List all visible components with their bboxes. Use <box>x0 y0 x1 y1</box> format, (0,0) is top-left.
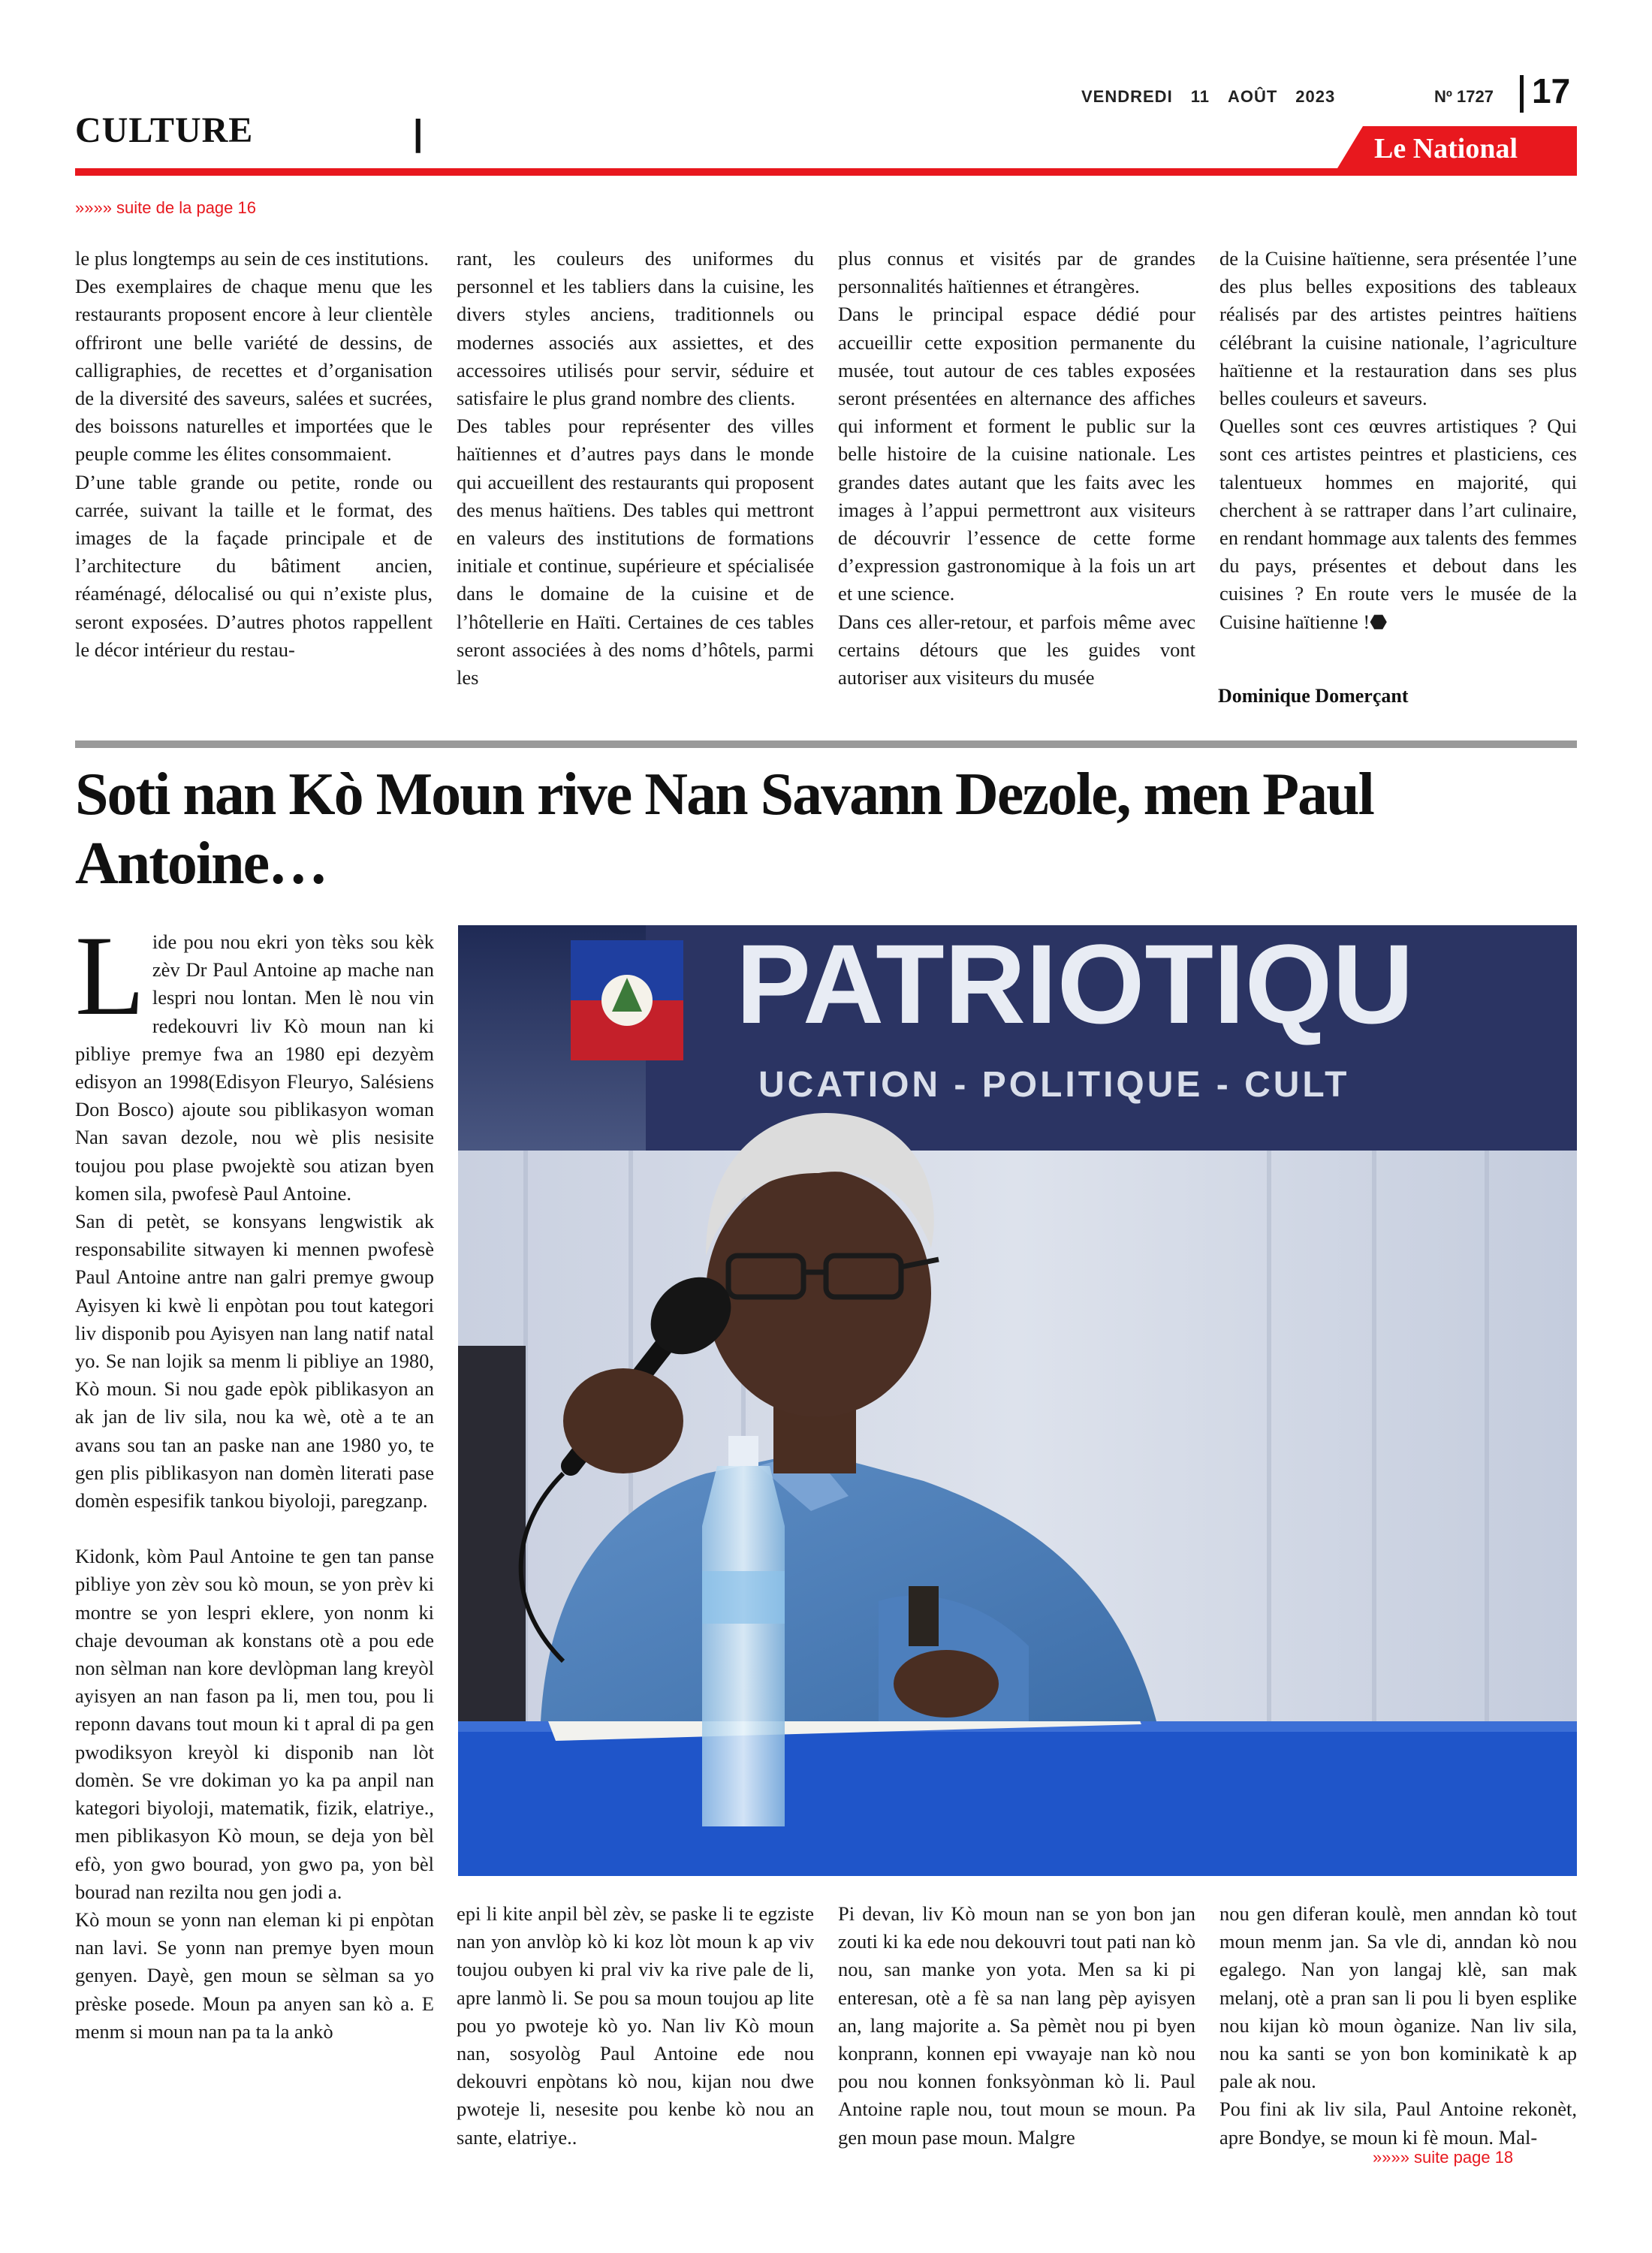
paragraph: Pou fini ak liv sila, Paul Antoine rekonèt, apre Bondye, se moun ki fè moun. Mal- <box>1219 2098 1577 2149</box>
banner-subtext: UCATION - POLITIQUE - CULT <box>758 1065 1350 1105</box>
paragraph: Pi devan, liv Kò moun nan se yon bon jan zouti ki ka ede nou dekouvri tout pati nan kò nou, san manke yon yota. Men sa ki pi enteresan, otè a fè sa nan lang pèp ayisyen an, lang majorite a. Sa pèmèt nou pi byen konprann, konnen epi vwayaje nan kò nou pou nou konnen fonksyònman kò li. Paul Antoine raple nou, tout moun se moun. Pa gen moun pase moun. Malgre <box>838 1902 1195 2149</box>
continued-to-link[interactable]: »»»» suite page 18 <box>1373 2148 1514 2167</box>
article-column-4 <box>1219 1900 1577 2152</box>
lead-text: ide pou nou ekri yon tèks sou kèk zèv Dr Paul Antoine ap mache nan lespri nou lontan. Men lè nou vin redekouvri liv Kò moun nan ki pibliye premye fwa an 1980 epi dezyèm edisyon an 1998(Edisyon Fleuryo, Salésiens Don Bosco) ajoute sou piblikasyon woman Nan savan dezole, nou wè plis nesisite toujou pou plase pwojektè sou atizan byen komen sila, pwofesè Paul Antoine. <box>75 930 434 1205</box>
article-column-2 <box>457 1900 814 2152</box>
drop-cap: L <box>75 912 145 1039</box>
paragraph: Kò moun se yonn nan eleman ki pi enpòtan nan lavi. Se yonn nan premye byen moun genyen. Dayè, gen moun se sèlman sa yo prèske posede. Moun pa anyen san kò a. E menm si moun nan pa ta la ankò <box>75 1908 434 2043</box>
headline: Soti nan Kò Moun rive Nan Savann Dezole, men Paul Antoine… <box>75 762 1373 897</box>
date-day: VENDREDI <box>1081 87 1173 106</box>
page-number-divider <box>1520 75 1524 113</box>
prev-article-column-4 <box>1219 245 1577 636</box>
article-divider <box>75 740 1577 748</box>
paragraph: San di petèt, se konsyans lengwistik ak responsabilite sitwayen ki mennen pwofesè Paul Antoine antre nan galri premye gwoup Ayisyen ki kwè li enpòtan pou tout kategori liv disponib pou Ayisyen nan lang natif natal yo. Se nan lojik sa menm li pibliye an 1980, Kò moun. Si nou gade epòk piblikasyon an ak jan de liv sila, nou ka wè, otè a te an avans sou tan an paske nan ane 1980 yo, te gen plis piblikasyon nan domèn literati pase domèn espesifik tankou biyoloji, paregzanp. <box>75 1210 434 1513</box>
paragraph: rant, les couleurs des uniformes du personnel et les tabliers dans la cuisine, les divers styles anciens, traditionnels ou modernes associés aux assiettes, et des accessoires utilisés pour servir, séduire et satisfaire le plus grand nombre des clients. <box>457 247 814 410</box>
paragraph: Quelles sont ces œuvres artistiques ? Qui sont ces artistes peintres et plasticiens, ces talentueux hommes en majorité, qui cherchent à se rattraper dans l’art culinaire, en rendant hommage aux talents des femmes du pays, présentes et debout dans les cuisines ? En route vers le musée de la Cuisine haïtienne !⬣ <box>1219 415 1577 633</box>
paragraph: epi li kite anpil bèl zèv, se paske li te egziste nan yon anvlòp kò ki koz lòt moun k ap viv toujou oubyen ki pral viv ka rive pale de li, apre lanmò li. Se pou sa moun toujou ap lite pou yo pwoteje kò yo. Nan liv Kò moun nan, sosyològ Paul Antoine ede nou dekouvri enpòtans kò nou, kijan nou dwe pwoteje li, nesesite pou kenbe kò nou an sante, elatriye.. <box>457 1902 814 2149</box>
prev-article-column-2 <box>457 245 814 692</box>
paragraph: de la Cuisine haïtienne, sera présentée l’une des plus belles expositions des tableaux réalisés par des artistes peintres haïtiens célébrant la cuisine nationale, l’agriculture haïtienne et la restauration dans ses plus belles couleurs et saveurs. <box>1219 247 1577 410</box>
article-column-1 <box>75 912 434 2046</box>
paragraph: Dans ces aller-retour, et parfois même avec certains détours que les guides vont autoriser aux visiteurs du musée <box>838 610 1195 689</box>
photo-illustration <box>458 925 1577 1876</box>
section-separator: | <box>413 113 424 153</box>
paragraph: Dans le principal espace dédié pour accueillir cette exposition permanente du musée, tout autour de ces tables exposées seront présentées en alternance des affiches qui informent et forment le public sur la belle histoire de la cuisine nationale. Les grandes dates autant que les faits avec les images à l’appui permettront aux visiteurs de découvrir l’essence de cette forme d’expression gastronomique à la fois un art et une science. <box>838 303 1195 605</box>
brand-name: Le National <box>1374 133 1518 164</box>
issue-number: Nº 1727 <box>1434 87 1494 106</box>
flag-emblem <box>571 940 683 1060</box>
paragraph: le plus longtemps au sein de ces institutions. <box>75 247 430 270</box>
water-bottle <box>702 1436 785 1826</box>
banner-text: PATRIOTIQU <box>736 925 1414 1047</box>
date-number: 11 <box>1190 87 1210 106</box>
byline: Dominique Domerçant <box>1218 685 1409 707</box>
paragraph: Des exemplaires de chaque menu que les restaurants proposent encore à leur clientèle offriront une belle variété de dessins, de calligraphies, de recettes et d’organisation de la diversité des saveurs, salées et sucrées, des boissons naturelles et importées que le peuple comme les élites consommaient. <box>75 275 433 466</box>
date-month: AOÛT <box>1227 87 1278 106</box>
page-number: 17 <box>1532 71 1571 110</box>
paragraph: D’une table grande ou petite, ronde ou carrée, suivant la taille et le format, des images de la façade principale et de l’architecture du bâtiment ancien, réaménagé, délocalisé ou qui n’existe plus, seront exposées. D’autres photos rappellent le décor intérieur du restau- <box>75 470 433 661</box>
dateline <box>1081 87 1335 107</box>
paragraph: Kidonk, kòm Paul Antoine te gen tan panse pibliye yon zèv sou kò moun, se yon prèv ki montre se yon lespri eklere, yon nonm ki chaje devouman ak konstans otè a pou ede non sèlman nan kore devlòpman lang kreyòl ayisyen an nan fason pa li, men tou, pou li reponn davans tout moun ki t apral di pa gen pwodiksyon kreyòl ki disponib nan lòt domèn. Se vre dokiman yo ka pa anpil nan kategori biyoloji, matematik, fizik, elatriye., men piblikasyon Kò moun, se deja yon bèl efò, yon gwo bourad, yon gwo pa, yon bèl bourad nan rezilta nou gen jodi a. <box>75 1545 434 1903</box>
prev-article-column-3 <box>838 245 1195 692</box>
paragraph: plus connus et visités par de grandes personnalités haïtiennes et étrangères. <box>838 247 1195 298</box>
section-title: CULTURE <box>75 110 254 150</box>
continued-from-link[interactable]: »»»» suite de la page 16 <box>75 198 256 217</box>
date-year: 2023 <box>1295 87 1336 106</box>
article-photo <box>458 925 1577 1876</box>
article-column-3 <box>838 1900 1195 2152</box>
prev-article-column-1 <box>75 245 433 664</box>
paragraph: nou gen diferan koulè, men anndan kò tout moun menm jan. Sa vle di, anndan kò nou egalego. Nan yon langaj klè, san mak melanj, otè a pran san li pou li byen esplike nou kijan kò moun òganize. Nan liv sila, nou ka santi se yon bon kominikatè k ap pale ak nou. <box>1219 1902 1577 2093</box>
paragraph: Des tables pour représenter des villes haïtiennes et d’autres pays dans le monde qui accueillent des restaurants qui proposent des menus haïtiens. Des tables qui mettront en valeurs des institutions de formations initiale et continue, supérieure et spécialisée dans le domaine de la cuisine et de l’hôtellerie en Haïti. Certaines de ces tables seront associées à des noms d’hôtels, parmi les <box>457 415 814 689</box>
lead-paragraph <box>75 912 434 1208</box>
